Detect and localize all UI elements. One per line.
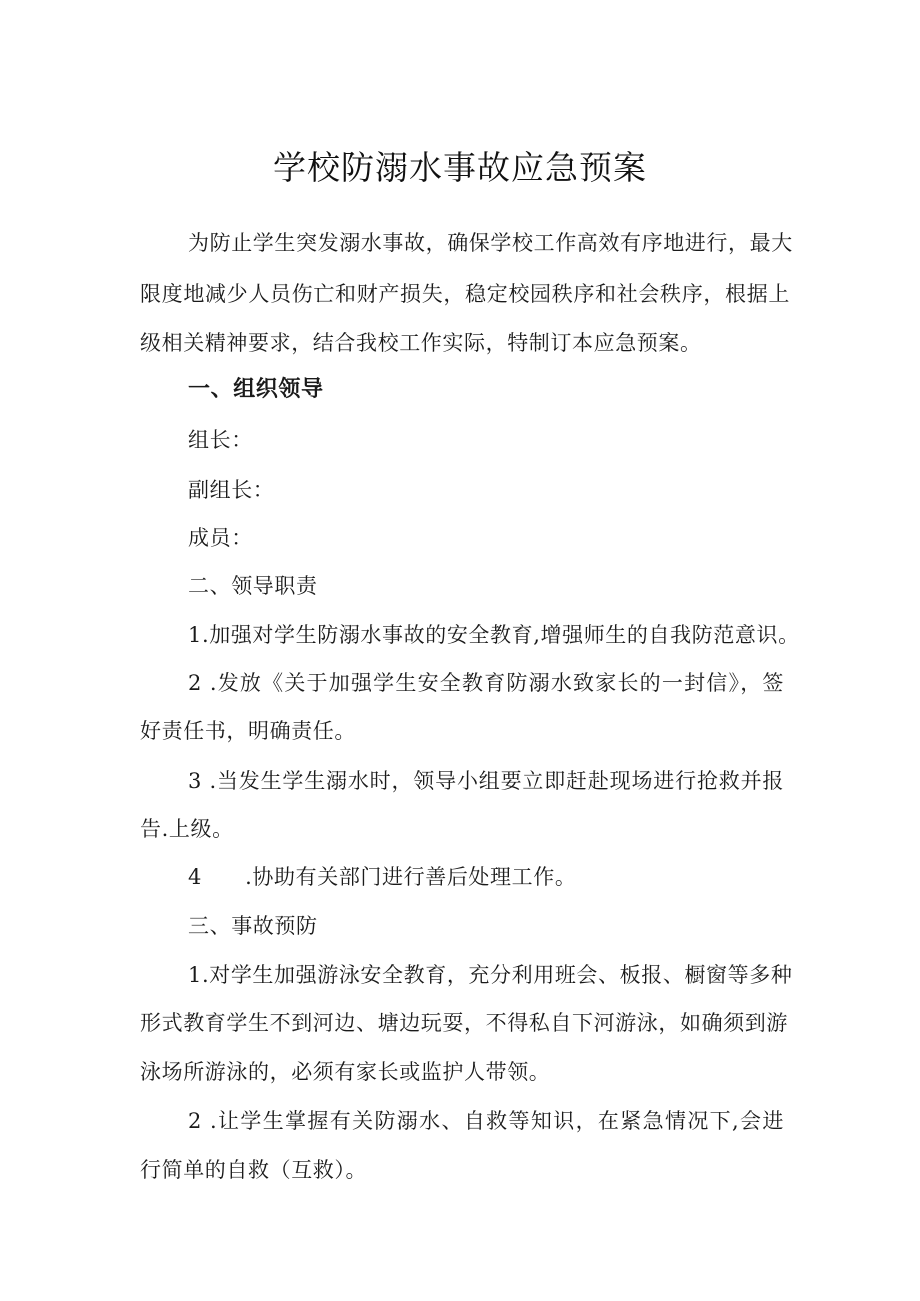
- prevention-item-1-line-2: 形式教育学生不到河边、塘边玩耍，不得私自下河游泳，如确须到游: [140, 1011, 788, 1035]
- prevention-item-1-line-1: 1.对学生加强游泳安全教育，充分利用班会、板报、橱窗等多种: [188, 963, 793, 987]
- duty-item-2-line-2: 好责任书，明确责任。: [140, 719, 356, 743]
- leader-label: 组长：: [188, 428, 253, 452]
- section-heading-prevention: 三、事故预防: [188, 914, 318, 938]
- intro-line-2: 限度地减少人员伤亡和财产损失，稳定校园秩序和社会秩序，根据上: [140, 282, 790, 306]
- intro-line-1: 为防止学生突发溺水事故，确保学校工作高效有序地进行，最大: [188, 231, 793, 255]
- section-heading-duties: 二、领导职责: [188, 574, 318, 598]
- document-title: 学校防溺水事故应急预案: [273, 148, 647, 187]
- prevention-item-1-line-3: 泳场所游泳的，必须有家长或监护人带领。: [140, 1060, 551, 1084]
- section-heading-organization: 一、组织领导: [188, 377, 324, 402]
- intro-line-3: 级相关精神要求，结合我校工作实际，特制订本应急预案。: [140, 331, 702, 355]
- duty-item-3-line-2: 告.上级。: [140, 817, 234, 841]
- vice-leader-label: 副组长：: [188, 478, 275, 502]
- duty-item-4: 4 .协助有关部门进行善后处理工作。: [188, 865, 577, 889]
- members-label: 成员：: [188, 526, 253, 550]
- prevention-item-2-line-1: 2 .让学生掌握有关防溺水、自救等知识，在紧急情况下,会进: [188, 1109, 784, 1133]
- duty-item-2-line-1: 2 .发放《关于加强学生安全教育防溺水致家长的一封信》，签: [188, 671, 784, 695]
- duty-item-1: 1.加强对学生防溺水事故的安全教育,增强师生的自我防范意识。: [188, 623, 800, 647]
- prevention-item-2-line-2: 行简单的自救（互救）。: [140, 1158, 368, 1182]
- duty-item-3-line-1: 3 .当发生学生溺水时，领导小组要立即赶赴现场进行抢救并报: [188, 769, 784, 793]
